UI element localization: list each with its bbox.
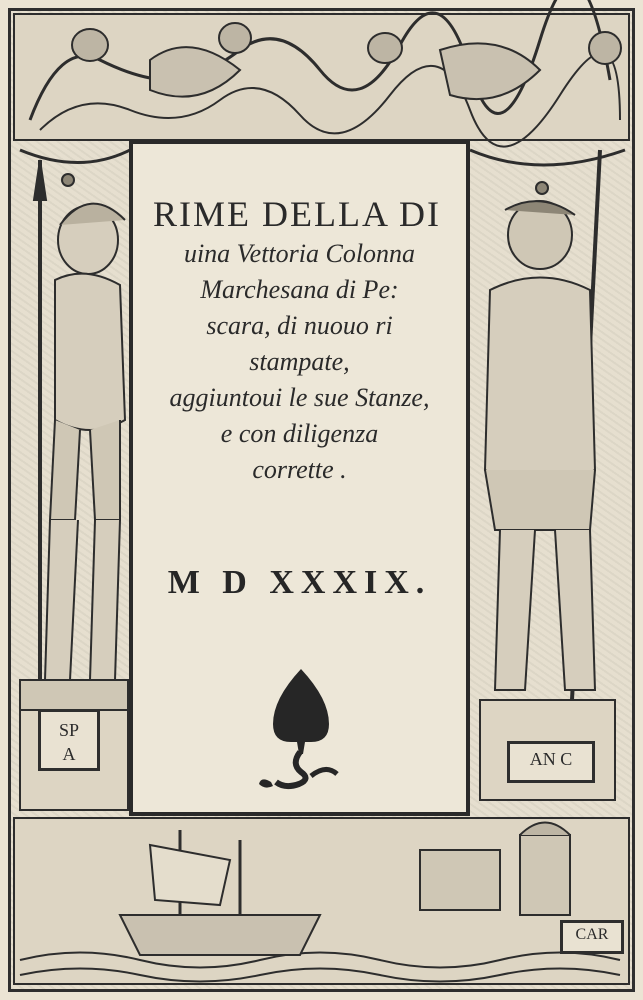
title-line-3: Marchesana di Pe: [200,275,399,304]
title-line-2: uina Vettoria Colonna [183,239,416,268]
plaque-sp-a [38,709,100,771]
plaque-sp-line2: A [62,744,76,764]
right-soldier-figure [480,150,615,800]
title-text-block [143,192,456,488]
bottom-frieze-harbour-scene [14,818,629,984]
title-line-7: e con diligenza [220,419,379,448]
publication-date: M D XXXIX. [167,564,432,601]
leaf-printer-mark-icon [251,664,351,794]
title-panel [129,140,470,816]
plaque-car: CAR [560,920,624,954]
plaque-anc: AN C [507,741,595,783]
plaque-sp-line1: SP [58,720,80,740]
title-line-6: aggiuntoui le sue Stanze, [169,383,430,412]
title-line-4: scara, di nuouo ri [206,311,393,340]
title-line-5: stampate, [249,347,350,376]
title-line-1: RIME DELLA DI [153,194,441,234]
title-line-8: corrette . [252,455,347,484]
